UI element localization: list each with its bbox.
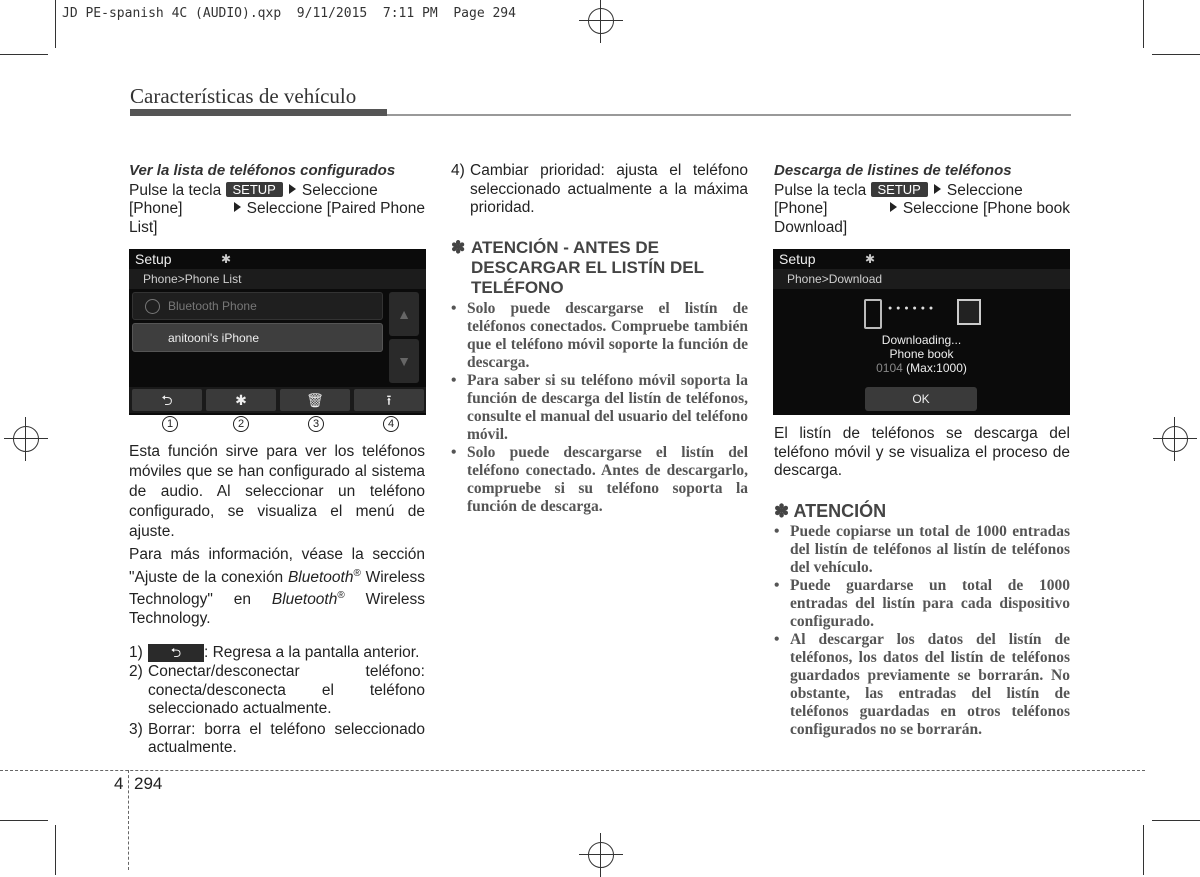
- instruction-text: Pulse la tecla: [774, 181, 867, 199]
- instruction-line: Download]: [774, 218, 848, 236]
- path-text: Phone>Download: [787, 272, 883, 286]
- phone-list-screen: [129, 249, 426, 415]
- item-text: Conectar/desconectar teléfono: conecta/desconecta el teléfono seleccionado actualmente.: [148, 663, 425, 718]
- instruction-text: Seleccione [Paired Phone: [246, 200, 425, 217]
- contact-icon: [957, 299, 981, 325]
- crop-mark: [55, 825, 56, 875]
- callout-4: 4: [383, 416, 399, 432]
- instruction-line: List]: [129, 218, 158, 236]
- section-title: Características de vehículo: [130, 84, 357, 108]
- list-item: • Para saber si su teléfono móvil soporta la función de descarga del listín de teléfonos, consulte el manual del usuario del teléfono móvil.: [451, 372, 748, 444]
- list-item: • Al descargar los datos del listín de teléfonos, los datos del listín de teléfonos guardados previamente se borrarán. No obstante, las entradas del listín de teléfonos guardadas en otros teléfonos configurados no se borrarán.: [774, 631, 1070, 739]
- crop-mark: [1143, 0, 1144, 48]
- list-item[interactable]: [132, 292, 383, 320]
- registration-mark: [588, 842, 614, 868]
- column-1: [129, 162, 425, 237]
- item-text: Cambiar prioridad: ajusta el teléfono seleccionado actualmente a la máxima prioridad.: [470, 162, 748, 216]
- list-item: • Solo puede descargarse el listín del teléfono conectado. Antes de descargarlo, compruebe si su teléfono soporta la función de descarga.: [451, 444, 748, 516]
- phone-icon: [864, 299, 882, 329]
- instruction-text: [Phone]: [774, 200, 828, 217]
- paragraph-text: Bluetooth: [271, 591, 338, 609]
- instruction-text-group: [228, 200, 425, 219]
- instruction-line: [774, 200, 1070, 219]
- trash-icon: 🗑: [306, 392, 324, 408]
- list-item[interactable]: [132, 323, 383, 352]
- arrow-icon: [234, 202, 241, 212]
- list-item: • Puede copiarse un total de 1000 entradas del listín de teléfonos al listín de teléfonos del vehículo.: [774, 523, 1070, 577]
- ok-label: OK: [912, 392, 930, 406]
- page-number: 294: [134, 774, 163, 793]
- callout-2: 2: [233, 416, 249, 432]
- chevron-down-icon: ▼: [397, 353, 411, 369]
- instruction-line: [129, 182, 425, 201]
- button-bar: [129, 387, 426, 413]
- priority-button[interactable]: [354, 389, 424, 411]
- list-item-3: [129, 721, 425, 758]
- arrow-icon: [289, 184, 296, 194]
- asterisk-icon: ✽: [774, 500, 790, 521]
- play-icon: [145, 299, 160, 314]
- chapter-number: 4: [114, 774, 124, 793]
- crop-mark: [1152, 54, 1200, 55]
- paragraph-text: Para más información, véase la sección "Ajuste de la conexión: [129, 546, 425, 586]
- attention-title: [471, 238, 748, 298]
- setup-key: SETUP: [871, 182, 928, 197]
- list-item-label: anitooni's iPhone: [168, 331, 260, 345]
- registration-mark: [1162, 426, 1188, 452]
- instruction-text: [Phone]: [129, 200, 183, 217]
- item-text: : Regresa a la pantalla anterior.: [204, 644, 420, 662]
- registered-mark: ®: [353, 567, 361, 579]
- download-count: [773, 361, 1070, 375]
- item-number: 3): [129, 720, 143, 738]
- instruction-text: Seleccione [Phone book: [902, 200, 1070, 217]
- attention-list: [451, 300, 748, 516]
- registration-mark: [13, 426, 39, 452]
- footer-rule: [0, 770, 1145, 771]
- attention-heading: [774, 501, 1070, 521]
- attention-title-sub: - ANTES DE DESCARGAR EL LISTÍN DEL TELÉFONO: [471, 237, 704, 297]
- list-item-2: [129, 663, 425, 719]
- list-item-4: [451, 162, 748, 218]
- progress-dots: ● ● ● ● ● ●: [888, 305, 935, 312]
- paragraph: El listín de teléfonos se descarga del teléfono móvil y se visualiza el proceso de descarga.: [774, 425, 1070, 479]
- back-key-icon: ⮌: [148, 644, 204, 662]
- instruction-text: Pulse la tecla: [129, 181, 222, 199]
- crop-mark: [1152, 820, 1200, 821]
- paragraph: Esta función sirve para ver los teléfonos móviles que se han configurado al sistema de audio. Al seleccionar un teléfono configurado, se visualiza el menú de ajuste.: [129, 443, 425, 540]
- paragraph-text: Wireless Technology" en: [129, 568, 426, 609]
- instruction-text: Seleccione: [946, 181, 1023, 199]
- back-button[interactable]: [132, 389, 202, 411]
- subheading-paired-list: Ver la lista de teléfonos configurados: [129, 162, 396, 179]
- count-value: 0104: [876, 361, 903, 375]
- chevron-up-icon: ▲: [397, 306, 411, 322]
- item-number: 4): [451, 162, 465, 179]
- list-item: • Solo puede descargarse el listín de teléfonos conectados. Compruebe también que el teléfono móvil soporte la función de descarga.: [451, 300, 748, 372]
- registered-mark: ®: [337, 590, 345, 602]
- paragraph: [129, 546, 425, 628]
- status-line-1: Downloading...: [881, 333, 962, 347]
- screen-path: [129, 269, 426, 289]
- list-item-1: [129, 643, 425, 663]
- paragraph-text: Wireless Technology.: [129, 591, 425, 627]
- instruction-line: [774, 182, 1070, 201]
- instruction-text-group: [884, 200, 1070, 219]
- callout-1: 1: [162, 416, 178, 432]
- attention-heading: [451, 238, 748, 298]
- asterisk-icon: ✽: [451, 237, 466, 257]
- subheading-download: Descarga de listines de teléfonos: [774, 162, 1012, 179]
- crop-mark: [0, 54, 48, 55]
- setup-key: SETUP: [226, 182, 283, 197]
- status-line-2: Phone book: [889, 347, 954, 361]
- header-rule-light: [387, 114, 1071, 116]
- download-screen: [773, 249, 1070, 415]
- attention-title-main: ATENCIÓN: [471, 237, 559, 257]
- callout-3: 3: [308, 416, 324, 432]
- item-number: 2): [129, 663, 143, 681]
- bluetooth-icon: ✱: [221, 252, 232, 266]
- list-item: • Puede guardarse un total de 1000 entradas del listín para cada dispositivo configurado.: [774, 577, 1070, 631]
- list-item-label: Bluetooth Phone: [168, 299, 257, 313]
- move-top-icon: ⭱: [386, 392, 392, 408]
- header-rule-dark: [130, 109, 387, 116]
- screen-title: Setup: [779, 251, 816, 267]
- attention-title: ATENCIÓN: [793, 500, 887, 521]
- bluetooth-icon: ✱: [235, 392, 247, 408]
- column-2: [451, 162, 748, 516]
- path-text: Phone>Phone List: [143, 272, 242, 286]
- instruction-text: Seleccione: [301, 181, 378, 199]
- arrow-icon: [934, 184, 941, 194]
- count-max: (Max:1000): [906, 361, 967, 375]
- registration-mark: [588, 8, 614, 34]
- crop-mark: [55, 0, 56, 48]
- column-3: [774, 162, 1070, 237]
- instruction-line: [129, 200, 425, 219]
- ok-button[interactable]: [865, 387, 977, 411]
- connect-button[interactable]: [206, 389, 276, 411]
- item-text: Borrar: borra el teléfono seleccionado actualmente.: [148, 720, 425, 757]
- screen-path: [773, 269, 1070, 289]
- column-1-body: [129, 442, 425, 758]
- paragraph-text: Bluetooth: [287, 568, 354, 586]
- attention-list: [774, 523, 1070, 739]
- delete-button[interactable]: [280, 389, 350, 411]
- bluetooth-icon: ✱: [865, 252, 876, 266]
- column-3-body: [774, 425, 1070, 739]
- back-icon: ⮌: [161, 392, 173, 408]
- footer-divider: [128, 770, 129, 870]
- crop-mark: [1143, 825, 1144, 875]
- item-number: 1): [129, 644, 143, 662]
- scroll-up-button[interactable]: [389, 292, 419, 336]
- crop-mark: [0, 820, 48, 821]
- arrow-icon: [890, 202, 897, 212]
- scroll-down-button[interactable]: [389, 339, 419, 383]
- screen-title: Setup: [135, 251, 172, 267]
- print-slug: JD PE-spanish 4C (AUDIO).qxp 9/11/2015 7:11 PM Page 294: [62, 6, 516, 21]
